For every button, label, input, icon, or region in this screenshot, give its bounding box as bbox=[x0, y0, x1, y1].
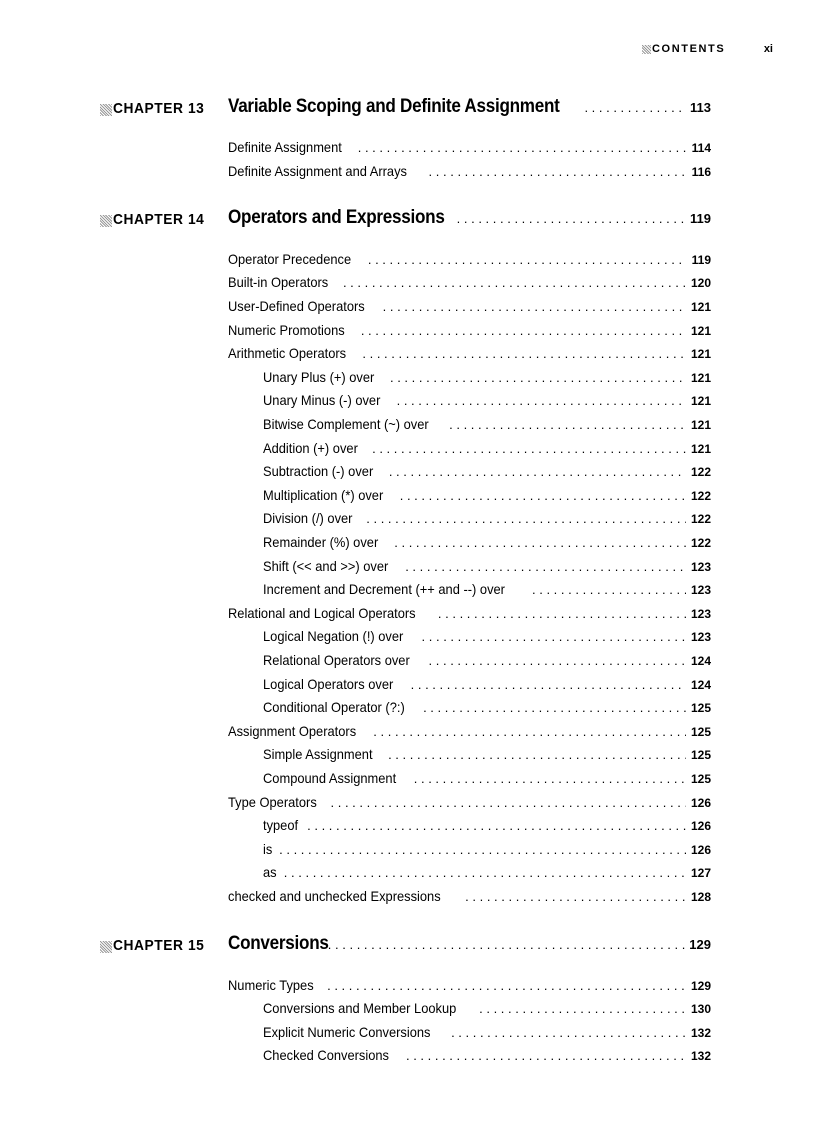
toc-entry-page: 126 bbox=[690, 843, 711, 857]
toc-subentry[interactable] bbox=[263, 532, 711, 552]
dot-leader bbox=[429, 651, 686, 671]
dot-leader bbox=[389, 462, 686, 482]
toc-entry-title[interactable]: Type Operators bbox=[228, 794, 317, 810]
chapter-page-number: 113 bbox=[690, 100, 711, 115]
dot-leader bbox=[411, 675, 686, 695]
toc-entry-title[interactable]: checked and unchecked Expressions bbox=[228, 888, 441, 904]
toc-entry-page: 121 bbox=[690, 300, 711, 314]
toc-entry-title[interactable]: Compound Assignment bbox=[263, 770, 397, 786]
dot-leader bbox=[423, 698, 686, 718]
dot-leader bbox=[327, 976, 686, 996]
toc-subentry[interactable] bbox=[263, 744, 711, 764]
toc-entry-title[interactable]: as bbox=[263, 864, 277, 880]
toc-entry-page: 126 bbox=[690, 796, 711, 810]
toc-entry-title[interactable]: Addition (+) over bbox=[263, 440, 358, 456]
toc-subentry[interactable] bbox=[263, 556, 711, 576]
toc-entry-page: 124 bbox=[690, 678, 711, 692]
toc-entry-title[interactable]: Increment and Decrement (++ and --) over bbox=[263, 581, 505, 597]
toc-entry-title[interactable]: Definite Assignment bbox=[228, 139, 342, 155]
toc-entry[interactable] bbox=[228, 272, 711, 292]
dot-leader bbox=[584, 100, 686, 115]
dot-leader bbox=[390, 368, 686, 388]
toc-entry-title[interactable]: Bitwise Complement (~) over bbox=[263, 416, 429, 432]
toc-entry[interactable] bbox=[228, 792, 711, 812]
dot-leader bbox=[532, 580, 686, 600]
dot-leader bbox=[343, 273, 686, 293]
toc-entry-title[interactable]: Logical Negation (!) over bbox=[263, 628, 404, 644]
toc-entry-page: 119 bbox=[691, 253, 711, 267]
toc-entry-title[interactable]: Definite Assignment and Arrays bbox=[228, 163, 407, 179]
toc-entry-page: 116 bbox=[691, 165, 711, 179]
dot-leader bbox=[400, 486, 686, 506]
toc-subentry[interactable] bbox=[263, 414, 711, 434]
toc-entry-page: 129 bbox=[690, 979, 711, 993]
dot-leader bbox=[279, 840, 686, 860]
toc-subentry[interactable] bbox=[263, 815, 711, 835]
toc-entry-page: 125 bbox=[690, 701, 711, 715]
toc-entry-title[interactable]: Remainder (%) over bbox=[263, 534, 379, 550]
dot-leader bbox=[406, 1046, 686, 1066]
toc-entry-title[interactable]: is bbox=[263, 841, 273, 857]
toc-entry-title[interactable]: Unary Plus (+) over bbox=[263, 369, 375, 385]
toc-subentry[interactable] bbox=[263, 390, 711, 410]
toc-entry[interactable] bbox=[228, 249, 711, 269]
chapter-title[interactable]: Conversions bbox=[228, 933, 329, 954]
toc-entry-page: 121 bbox=[690, 324, 711, 338]
hatched-marker-icon bbox=[100, 104, 112, 116]
toc-subentry[interactable] bbox=[263, 485, 711, 505]
toc-entry-page: 121 bbox=[690, 418, 711, 432]
toc-entry-page: 122 bbox=[690, 489, 711, 503]
toc-subentry[interactable] bbox=[263, 1022, 711, 1042]
dot-leader bbox=[284, 863, 686, 883]
hatched-marker-icon bbox=[100, 215, 112, 227]
dot-leader bbox=[358, 138, 686, 158]
toc-entry-page: 132 bbox=[690, 1049, 711, 1063]
toc-subentry[interactable] bbox=[263, 579, 711, 599]
toc-entry-page: 125 bbox=[690, 748, 711, 762]
dot-leader bbox=[422, 627, 686, 647]
toc-entry-title[interactable]: Assignment Operators bbox=[228, 723, 357, 739]
dot-leader bbox=[307, 816, 686, 836]
toc-subentry[interactable] bbox=[263, 768, 711, 788]
chapter-label: CHAPTER 13 bbox=[113, 100, 205, 117]
dot-leader bbox=[394, 533, 686, 553]
toc-entry-page: 132 bbox=[690, 1026, 711, 1040]
chapter-title[interactable]: Variable Scoping and Definite Assignment bbox=[228, 96, 560, 117]
running-head bbox=[0, 42, 816, 58]
toc-entry[interactable] bbox=[228, 975, 711, 995]
toc-entry-page: 121 bbox=[690, 347, 711, 361]
toc-entry[interactable] bbox=[228, 603, 711, 623]
dot-leader bbox=[449, 415, 686, 435]
toc-entry-title[interactable]: typeof bbox=[263, 817, 299, 833]
dot-leader bbox=[362, 344, 686, 364]
toc-entry-page: 121 bbox=[690, 394, 711, 408]
dot-leader bbox=[405, 557, 686, 577]
toc-entry-title[interactable]: Numeric Types bbox=[228, 977, 314, 993]
dot-leader bbox=[366, 509, 686, 529]
toc-subentry[interactable] bbox=[263, 650, 711, 670]
dot-leader bbox=[414, 769, 686, 789]
toc-entry-page: 126 bbox=[690, 819, 711, 833]
toc-subentry[interactable] bbox=[263, 626, 711, 646]
toc-entry-page: 122 bbox=[690, 536, 711, 550]
dot-leader bbox=[361, 321, 686, 341]
page-number: xi bbox=[763, 43, 773, 55]
toc-entry-title[interactable]: User-Defined Operators bbox=[228, 298, 365, 314]
running-head-label: CONTENTS bbox=[652, 43, 726, 55]
toc-entry-title[interactable]: Unary Minus (-) over bbox=[263, 392, 381, 408]
dot-leader bbox=[383, 297, 686, 317]
toc-entry-page: 122 bbox=[690, 465, 711, 479]
toc-entry-title[interactable]: Relational Operators over bbox=[263, 652, 410, 668]
hatched-marker-icon bbox=[642, 45, 651, 54]
dot-leader bbox=[368, 250, 686, 270]
toc-entry-page: 123 bbox=[690, 583, 711, 597]
dot-leader bbox=[479, 999, 686, 1019]
toc-entry-title[interactable]: Shift (<< and >>) over bbox=[263, 558, 389, 574]
toc-subentry[interactable] bbox=[263, 839, 711, 859]
toc-entry-title[interactable]: Operator Precedence bbox=[228, 251, 352, 267]
toc-entry-title[interactable]: Built-in Operators bbox=[228, 274, 329, 290]
toc-subentry[interactable] bbox=[263, 508, 711, 528]
dot-leader bbox=[429, 162, 686, 182]
toc-subentry[interactable] bbox=[263, 461, 711, 481]
toc-entry[interactable] bbox=[228, 886, 711, 906]
toc-entry[interactable] bbox=[228, 296, 711, 316]
toc-subentry[interactable] bbox=[263, 367, 711, 387]
toc-entry-page: 121 bbox=[690, 371, 711, 385]
toc-entry-title[interactable]: Relational and Logical Operators bbox=[228, 605, 416, 621]
chapter-heading[interactable] bbox=[0, 207, 816, 233]
toc-entry-page: 127 bbox=[690, 866, 711, 880]
toc-entry-title[interactable]: Checked Conversions bbox=[263, 1047, 390, 1063]
toc-entry-title[interactable]: Numeric Promotions bbox=[228, 322, 345, 338]
hatched-marker-icon bbox=[100, 941, 112, 953]
chapter-heading[interactable] bbox=[0, 933, 816, 959]
toc-entry-page: 123 bbox=[690, 560, 711, 574]
toc-entry-page: 124 bbox=[690, 654, 711, 668]
dot-leader bbox=[372, 439, 686, 459]
toc-entry-page: 123 bbox=[690, 607, 711, 621]
chapter-page-number: 129 bbox=[689, 937, 711, 952]
toc-subentry[interactable] bbox=[263, 998, 711, 1018]
toc-entry-title[interactable]: Division (/) over bbox=[263, 510, 353, 526]
toc-entry-page: 128 bbox=[690, 890, 711, 904]
dot-leader bbox=[328, 937, 686, 952]
toc-entry-title[interactable]: Multiplication (*) over bbox=[263, 487, 384, 503]
chapter-page-number: 119 bbox=[690, 211, 711, 226]
toc-entry-title[interactable]: Conversions and Member Lookup bbox=[263, 1000, 457, 1016]
toc-entry-page: 120 bbox=[690, 276, 711, 290]
toc-entry[interactable] bbox=[228, 137, 711, 157]
chapter-label: CHAPTER 14 bbox=[113, 211, 205, 228]
dot-leader bbox=[331, 793, 687, 813]
toc-subentry[interactable] bbox=[263, 697, 711, 717]
toc-entry[interactable] bbox=[228, 721, 711, 741]
dot-leader bbox=[388, 745, 686, 765]
dot-leader bbox=[373, 722, 686, 742]
toc-entry-page: 130 bbox=[690, 1002, 711, 1016]
toc-entry-title[interactable]: Explicit Numeric Conversions bbox=[263, 1024, 431, 1040]
toc-entry-title[interactable]: Logical Operators over bbox=[263, 676, 394, 692]
toc-entry-page: 122 bbox=[690, 512, 711, 526]
toc-entry-page: 114 bbox=[691, 141, 711, 155]
dot-leader bbox=[451, 1023, 686, 1043]
dot-leader bbox=[465, 887, 686, 907]
toc-subentry[interactable] bbox=[263, 1045, 711, 1065]
toc-entry-page: 125 bbox=[690, 772, 711, 786]
toc-entry-title[interactable]: Conditional Operator (?:) bbox=[263, 699, 405, 715]
toc-entry-page: 123 bbox=[690, 630, 711, 644]
chapter-title[interactable]: Operators and Expressions bbox=[228, 207, 445, 228]
toc-entry[interactable] bbox=[228, 161, 711, 181]
chapter-heading[interactable] bbox=[0, 96, 816, 122]
dot-leader bbox=[397, 391, 686, 411]
toc-entry-title[interactable]: Subtraction (-) over bbox=[263, 463, 374, 479]
toc-entry-page: 121 bbox=[690, 442, 711, 456]
dot-leader bbox=[457, 211, 686, 226]
toc-entry-title[interactable]: Arithmetic Operators bbox=[228, 345, 347, 361]
toc-subentry[interactable] bbox=[263, 862, 711, 882]
toc-entry[interactable] bbox=[228, 343, 711, 363]
toc-entry-title[interactable]: Simple Assignment bbox=[263, 746, 373, 762]
chapter-label: CHAPTER 15 bbox=[113, 937, 205, 954]
toc-entry[interactable] bbox=[228, 320, 711, 340]
toc-subentry[interactable] bbox=[263, 674, 711, 694]
toc-subentry[interactable] bbox=[263, 438, 711, 458]
dot-leader bbox=[438, 604, 686, 624]
toc-entry-page: 125 bbox=[690, 725, 711, 739]
